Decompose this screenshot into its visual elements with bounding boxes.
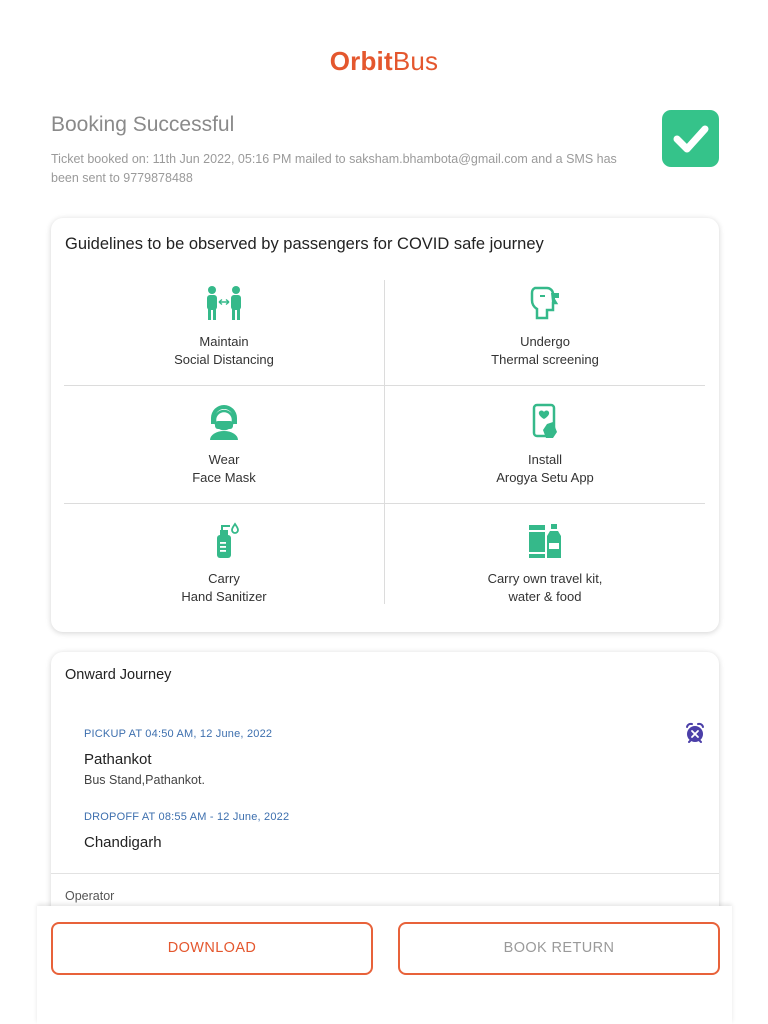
face-mask-icon [204,402,244,442]
guideline-travel-kit [385,521,705,628]
book-return-button[interactable]: BOOK RETURN [398,922,720,975]
guidelines-title: Guidelines to be observed by passengers for COVID safe journey [65,235,544,253]
guideline-line1: Install [528,452,562,467]
logo-bus-text: Bus [392,46,439,76]
guideline-line1: Undergo [520,334,570,349]
guideline-line1: Wear [208,452,240,467]
guideline-thermal-screening [385,284,705,391]
guideline-line1: Maintain [199,334,249,349]
guidelines-grid [64,280,705,604]
thermal-screening-icon [525,284,565,324]
booking-confirmation-message: Ticket booked on: 11th Jun 2022, 05:16 PM mailed to saksham.bhambota@gmail.com and a SMS has been sent to 9779878488 [51,152,617,185]
guideline-line2: Arogya Setu App [496,470,594,485]
alarm-clock-icon[interactable] [684,722,706,744]
dropoff-time-label: DROPOFF AT 08:55 AM - 12 June, 2022 [84,811,290,823]
booking-status-title: Booking Successful [51,113,235,136]
guideline-line2: Hand Sanitizer [181,589,267,604]
journey-divider [51,873,719,874]
guideline-line2: water & food [508,589,582,604]
guideline-arogya-setu [385,402,705,509]
check-icon [662,110,719,167]
covid-guidelines-card [51,218,719,632]
guideline-social-distancing [64,284,384,391]
guideline-line1: Carry own travel kit, [487,571,603,586]
social-distancing-icon [204,284,244,324]
download-button[interactable]: DOWNLOAD [51,922,373,975]
guideline-line2: Social Distancing [174,352,274,367]
guideline-line2: Thermal screening [491,352,599,367]
pickup-city: Pathankot [84,751,152,768]
pickup-time-label: PICKUP AT 04:50 AM, 12 June, 2022 [84,728,273,740]
pickup-address: Bus Stand,Pathankot. [84,773,205,787]
journey-title: Onward Journey [65,667,172,683]
operator-label: Operator [65,889,115,903]
hand-sanitizer-icon [204,521,244,561]
guideline-face-mask [64,402,384,509]
app-logo [0,46,768,77]
guideline-line1: Carry [208,571,240,586]
travel-kit-icon [525,521,565,561]
logo-orbit-text: Orbit [329,46,393,76]
arogya-setu-app-icon [525,402,565,442]
dropoff-city: Chandigarh [84,834,162,851]
guideline-hand-sanitizer [64,521,384,628]
guideline-line2: Face Mask [192,470,256,485]
